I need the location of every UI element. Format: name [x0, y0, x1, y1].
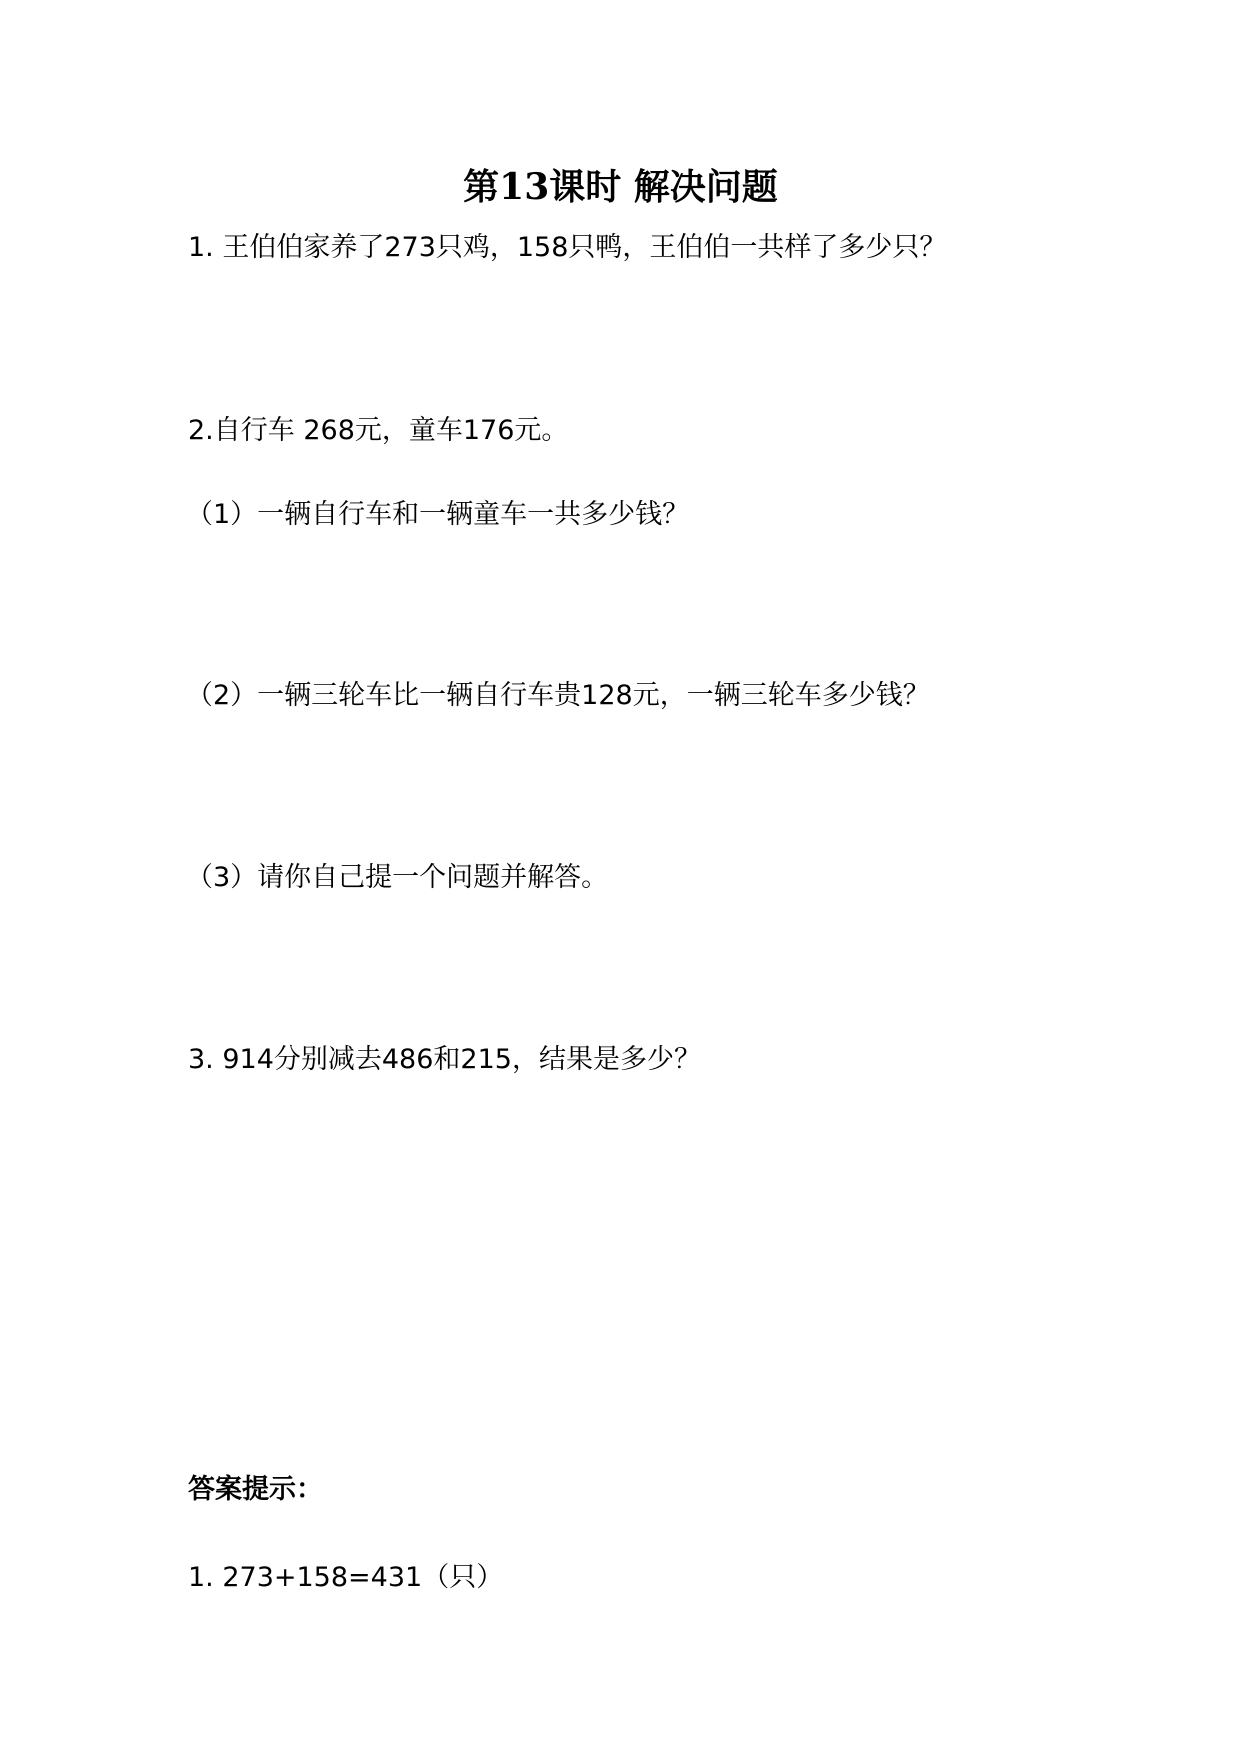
- question-2-part-1: （1）一辆自行车和一辆童车一共多少钱？: [186, 499, 690, 530]
- question-2-part-3: （3）请你自己提一个问题并解答。: [186, 862, 609, 893]
- answer-heading: 答案提示：: [188, 1474, 323, 1505]
- page-title: 第13课时 解决问题: [463, 166, 778, 208]
- question-2: 2.自行车 268元，童车176元。: [188, 415, 569, 446]
- question-3: 3. 914分别减去486和215，结果是多少？: [188, 1044, 701, 1075]
- question-1: 1. 王伯伯家养了273只鸡，158只鸭，王伯伯一共样了多少只？: [188, 232, 947, 263]
- answer-1: 1. 273+158=431（只）: [188, 1562, 504, 1593]
- question-2-part-2: （2）一辆三轮车比一辆自行车贵128元，一辆三轮车多少钱？: [186, 680, 930, 711]
